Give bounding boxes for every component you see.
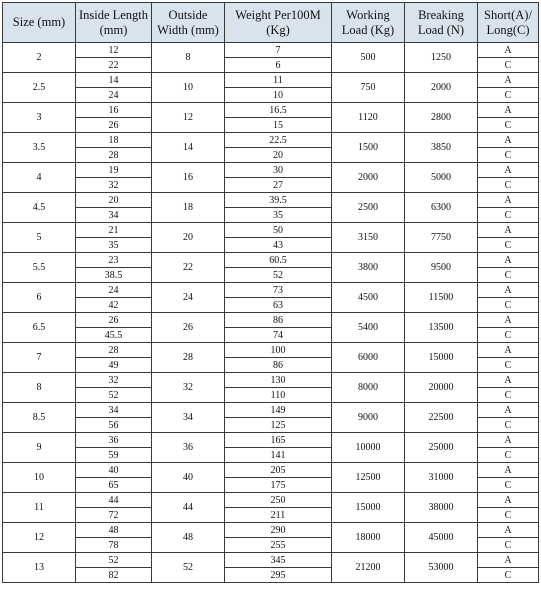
size-cell: 11 (3, 493, 76, 523)
size-cell: 4 (3, 163, 76, 193)
inside-length-cell: 52 (76, 388, 152, 403)
inside-length-cell: 48 (76, 523, 152, 538)
header-weight: Weight Per100M (Kg) (225, 3, 332, 43)
inside-length-cell: 56 (76, 418, 152, 433)
outside-width-cell: 12 (152, 103, 225, 133)
weight-cell: 6 (225, 58, 332, 73)
working-load-cell: 12500 (332, 463, 405, 493)
short-long-cell: C (478, 508, 539, 523)
short-long-cell: A (478, 343, 539, 358)
breaking-load-cell: 31000 (405, 463, 478, 493)
header-working-load: Working Load (Kg) (332, 3, 405, 43)
breaking-load-cell: 7750 (405, 223, 478, 253)
weight-cell: 35 (225, 208, 332, 223)
weight-cell: 345 (225, 553, 332, 568)
table-row (3, 463, 539, 478)
outside-width-cell: 40 (152, 463, 225, 493)
size-cell: 3 (3, 103, 76, 133)
weight-cell: 255 (225, 538, 332, 553)
weight-cell: 73 (225, 283, 332, 298)
table-row (3, 253, 539, 268)
table-row (3, 403, 539, 418)
table-row (3, 133, 539, 148)
inside-length-cell: 82 (76, 568, 152, 583)
working-load-cell: 1120 (332, 103, 405, 133)
table-row (3, 523, 539, 538)
inside-length-cell: 42 (76, 298, 152, 313)
short-long-cell: A (478, 373, 539, 388)
short-long-cell: C (478, 148, 539, 163)
weight-cell: 86 (225, 313, 332, 328)
working-load-cell: 9000 (332, 403, 405, 433)
size-cell: 4.5 (3, 193, 76, 223)
breaking-load-cell: 45000 (405, 523, 478, 553)
inside-length-cell: 35 (76, 238, 152, 253)
inside-length-cell: 16 (76, 103, 152, 118)
size-cell: 2.5 (3, 73, 76, 103)
weight-cell: 250 (225, 493, 332, 508)
weight-cell: 63 (225, 298, 332, 313)
weight-cell: 22.5 (225, 133, 332, 148)
size-cell: 10 (3, 463, 76, 493)
breaking-load-cell: 13500 (405, 313, 478, 343)
table-header (3, 3, 539, 43)
outside-width-cell: 34 (152, 403, 225, 433)
size-cell: 9 (3, 433, 76, 463)
short-long-cell: A (478, 223, 539, 238)
weight-cell: 52 (225, 268, 332, 283)
inside-length-cell: 49 (76, 358, 152, 373)
working-load-cell: 18000 (332, 523, 405, 553)
table-row (3, 553, 539, 568)
outside-width-cell: 48 (152, 523, 225, 553)
outside-width-cell: 20 (152, 223, 225, 253)
short-long-cell: A (478, 523, 539, 538)
inside-length-cell: 32 (76, 178, 152, 193)
working-load-cell: 15000 (332, 493, 405, 523)
weight-cell: 149 (225, 403, 332, 418)
header-inside-length: Inside Length (mm) (76, 3, 152, 43)
short-long-cell: C (478, 568, 539, 583)
short-long-cell: C (478, 298, 539, 313)
short-long-cell: A (478, 253, 539, 268)
breaking-load-cell: 22500 (405, 403, 478, 433)
working-load-cell: 4500 (332, 283, 405, 313)
table-row (3, 373, 539, 388)
weight-cell: 175 (225, 478, 332, 493)
working-load-cell: 2500 (332, 193, 405, 223)
outside-width-cell: 26 (152, 313, 225, 343)
short-long-cell: C (478, 388, 539, 403)
size-cell: 6 (3, 283, 76, 313)
breaking-load-cell: 3850 (405, 133, 478, 163)
size-cell: 2 (3, 43, 76, 73)
short-long-cell: C (478, 178, 539, 193)
table-row (3, 43, 539, 58)
breaking-load-cell: 2000 (405, 73, 478, 103)
breaking-load-cell: 6300 (405, 193, 478, 223)
table-row (3, 193, 539, 208)
breaking-load-cell: 38000 (405, 493, 478, 523)
weight-cell: 30 (225, 163, 332, 178)
short-long-cell: C (478, 418, 539, 433)
breaking-load-cell: 53000 (405, 553, 478, 583)
weight-cell: 141 (225, 448, 332, 463)
table-row (3, 343, 539, 358)
weight-cell: 110 (225, 388, 332, 403)
inside-length-cell: 22 (76, 58, 152, 73)
short-long-cell: A (478, 463, 539, 478)
working-load-cell: 750 (332, 73, 405, 103)
size-cell: 12 (3, 523, 76, 553)
inside-length-cell: 34 (76, 208, 152, 223)
inside-length-cell: 26 (76, 118, 152, 133)
outside-width-cell: 18 (152, 193, 225, 223)
breaking-load-cell: 5000 (405, 163, 478, 193)
short-long-cell: C (478, 118, 539, 133)
breaking-load-cell: 1250 (405, 43, 478, 73)
inside-length-cell: 18 (76, 133, 152, 148)
short-long-cell: C (478, 88, 539, 103)
working-load-cell: 1500 (332, 133, 405, 163)
short-long-cell: C (478, 538, 539, 553)
outside-width-cell: 36 (152, 433, 225, 463)
breaking-load-cell: 15000 (405, 343, 478, 373)
inside-length-cell: 14 (76, 73, 152, 88)
weight-cell: 16.5 (225, 103, 332, 118)
outside-width-cell: 32 (152, 373, 225, 403)
weight-cell: 74 (225, 328, 332, 343)
size-cell: 3.5 (3, 133, 76, 163)
breaking-load-cell: 2800 (405, 103, 478, 133)
working-load-cell: 10000 (332, 433, 405, 463)
outside-width-cell: 28 (152, 343, 225, 373)
table-row (3, 103, 539, 118)
table-row (3, 493, 539, 508)
short-long-cell: C (478, 448, 539, 463)
header-outside-width: Outside Width (mm) (152, 3, 225, 43)
inside-length-cell: 59 (76, 448, 152, 463)
working-load-cell: 21200 (332, 553, 405, 583)
short-long-cell: A (478, 103, 539, 118)
outside-width-cell: 14 (152, 133, 225, 163)
size-cell: 13 (3, 553, 76, 583)
size-cell: 5 (3, 223, 76, 253)
table-row (3, 163, 539, 178)
inside-length-cell: 20 (76, 193, 152, 208)
working-load-cell: 8000 (332, 373, 405, 403)
short-long-cell: A (478, 133, 539, 148)
weight-cell: 60.5 (225, 253, 332, 268)
size-cell: 5.5 (3, 253, 76, 283)
short-long-cell: A (478, 193, 539, 208)
table-body (3, 43, 539, 583)
outside-width-cell: 8 (152, 43, 225, 73)
working-load-cell: 6000 (332, 343, 405, 373)
short-long-cell: C (478, 208, 539, 223)
weight-cell: 50 (225, 223, 332, 238)
working-load-cell: 500 (332, 43, 405, 73)
header-short-long: Short(A)/ Long(C) (478, 3, 539, 43)
inside-length-cell: 23 (76, 253, 152, 268)
weight-cell: 295 (225, 568, 332, 583)
short-long-cell: C (478, 58, 539, 73)
header-row (3, 3, 539, 43)
weight-cell: 125 (225, 418, 332, 433)
inside-length-cell: 72 (76, 508, 152, 523)
outside-width-cell: 22 (152, 253, 225, 283)
weight-cell: 20 (225, 148, 332, 163)
weight-cell: 7 (225, 43, 332, 58)
weight-cell: 11 (225, 73, 332, 88)
inside-length-cell: 26 (76, 313, 152, 328)
inside-length-cell: 24 (76, 283, 152, 298)
size-cell: 8.5 (3, 403, 76, 433)
short-long-cell: A (478, 403, 539, 418)
table-row (3, 283, 539, 298)
short-long-cell: A (478, 283, 539, 298)
table-row (3, 433, 539, 448)
short-long-cell: C (478, 358, 539, 373)
short-long-cell: A (478, 313, 539, 328)
inside-length-cell: 28 (76, 343, 152, 358)
working-load-cell: 3150 (332, 223, 405, 253)
breaking-load-cell: 20000 (405, 373, 478, 403)
breaking-load-cell: 9500 (405, 253, 478, 283)
outside-width-cell: 52 (152, 553, 225, 583)
short-long-cell: C (478, 268, 539, 283)
weight-cell: 86 (225, 358, 332, 373)
weight-cell: 290 (225, 523, 332, 538)
short-long-cell: A (478, 433, 539, 448)
weight-cell: 205 (225, 463, 332, 478)
outside-width-cell: 24 (152, 283, 225, 313)
short-long-cell: A (478, 43, 539, 58)
inside-length-cell: 38.5 (76, 268, 152, 283)
weight-cell: 100 (225, 343, 332, 358)
inside-length-cell: 34 (76, 403, 152, 418)
short-long-cell: C (478, 478, 539, 493)
outside-width-cell: 10 (152, 73, 225, 103)
table-row (3, 223, 539, 238)
weight-cell: 15 (225, 118, 332, 133)
chain-spec-table (2, 2, 539, 583)
working-load-cell: 2000 (332, 163, 405, 193)
inside-length-cell: 21 (76, 223, 152, 238)
breaking-load-cell: 11500 (405, 283, 478, 313)
weight-cell: 27 (225, 178, 332, 193)
short-long-cell: A (478, 73, 539, 88)
short-long-cell: A (478, 163, 539, 178)
short-long-cell: C (478, 238, 539, 253)
outside-width-cell: 44 (152, 493, 225, 523)
table-row (3, 73, 539, 88)
inside-length-cell: 28 (76, 148, 152, 163)
size-cell: 6.5 (3, 313, 76, 343)
table-row (3, 313, 539, 328)
inside-length-cell: 12 (76, 43, 152, 58)
inside-length-cell: 36 (76, 433, 152, 448)
inside-length-cell: 44 (76, 493, 152, 508)
size-cell: 7 (3, 343, 76, 373)
short-long-cell: A (478, 493, 539, 508)
inside-length-cell: 19 (76, 163, 152, 178)
weight-cell: 10 (225, 88, 332, 103)
weight-cell: 39.5 (225, 193, 332, 208)
outside-width-cell: 16 (152, 163, 225, 193)
inside-length-cell: 65 (76, 478, 152, 493)
spec-table-container (2, 2, 539, 583)
inside-length-cell: 24 (76, 88, 152, 103)
weight-cell: 43 (225, 238, 332, 253)
breaking-load-cell: 25000 (405, 433, 478, 463)
inside-length-cell: 52 (76, 553, 152, 568)
header-breaking-load: Breaking Load (N) (405, 3, 478, 43)
inside-length-cell: 45.5 (76, 328, 152, 343)
size-cell: 8 (3, 373, 76, 403)
weight-cell: 130 (225, 373, 332, 388)
short-long-cell: A (478, 553, 539, 568)
inside-length-cell: 78 (76, 538, 152, 553)
header-size: Size (mm) (3, 3, 76, 43)
weight-cell: 165 (225, 433, 332, 448)
working-load-cell: 5400 (332, 313, 405, 343)
short-long-cell: C (478, 328, 539, 343)
inside-length-cell: 40 (76, 463, 152, 478)
inside-length-cell: 32 (76, 373, 152, 388)
weight-cell: 211 (225, 508, 332, 523)
working-load-cell: 3800 (332, 253, 405, 283)
